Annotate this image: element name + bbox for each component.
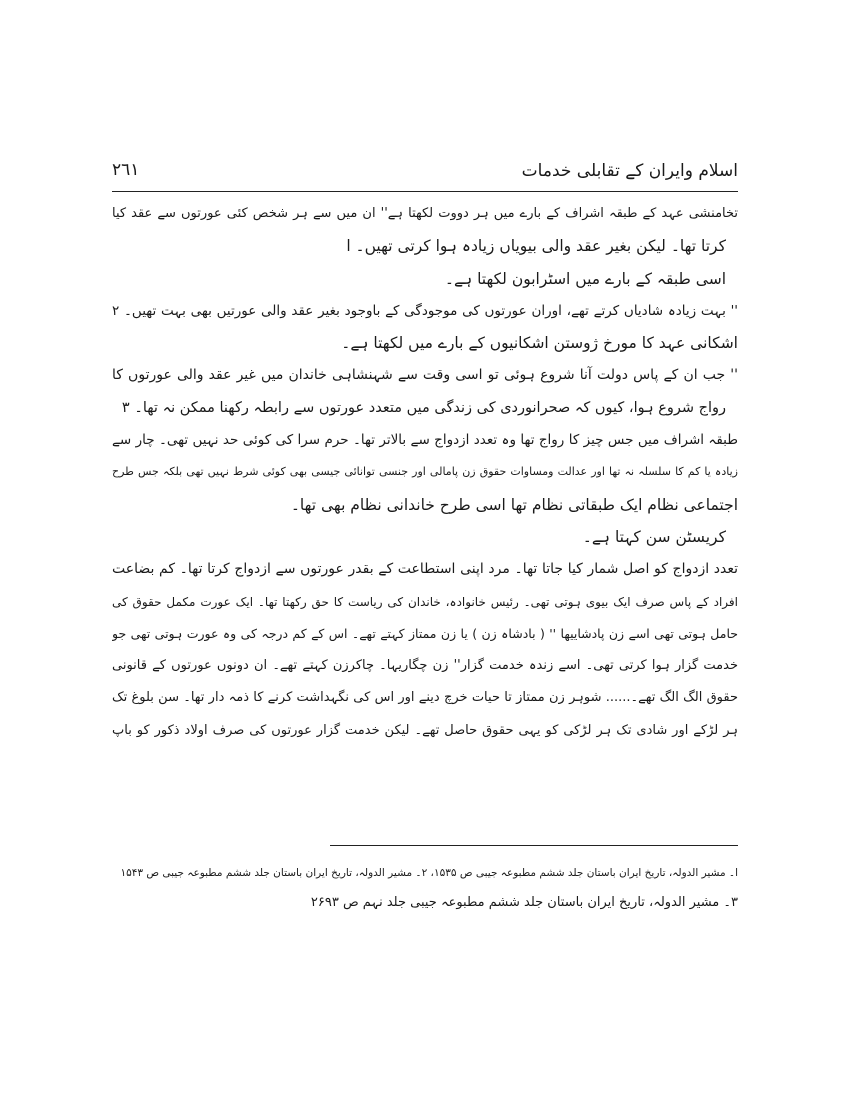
footnote: ا۔ مشیر الدولہ، تاریخ ایران باستان جلد ششم مطبوعہ جیبی ص ۱۵۳۵، ۲۔ مشیر الدولہ، تاریخ ایران باستان جلد ششم مطبوعہ جیبی ص ۱۵۴۳	[120, 867, 738, 879]
page-number: ٢٦١	[112, 160, 140, 180]
footnote-rule	[330, 845, 738, 846]
body-line: تخامنشی عہد کے طبقہ اشراف کے بارے میں ہر دووت لکھتا ہے'' ان میں سے ہر شخص کئی عورتوں سے عقد کیا	[112, 206, 738, 221]
body-line: افراد کے پاس صرف ایک بیوی ہوتی تھی۔ رئیس خانوادہ، خاندان کی ریاست کا حق رکھتا تھا۔ ایک عورت مکمل حقوق کی	[112, 594, 738, 609]
body-line: اسی طبقہ کے بارے میں اسٹرابون لکھتا ہے۔	[444, 269, 726, 288]
body-line: '' بہت زیادہ شادیاں کرتے تھے، اوران عورتوں کی موجودگی کے باوجود بغیر عقد والی عورتیں بھی بہت تھیں۔ ۲	[112, 302, 738, 319]
header-title: اسلام وایران کے تقابلی خدمات	[521, 161, 738, 181]
body-line: خدمت گزار ہوا کرتی تھی۔ اسے زندہ خدمت گزار'' زن چگاریہا۔ چاکرزن کہتے تھے۔ ان دونوں عورتوں کے قانونی	[112, 658, 738, 674]
header-rule	[112, 191, 738, 192]
body-line: رواج شروع ہوا، کیوں کہ صحرانوردی کی زندگی میں متعدد عورتوں سے رابطہ رکھنا ممکن نہ تھا۔ ۳	[121, 399, 726, 416]
footnotes	[112, 858, 738, 918]
body-line: طبقہ اشراف میں جس چیز کا رواج تھا وہ تعدد ازدواج سے بالاتر تھا۔ حرم سرا کی کوئی حد نہیں تھی۔ چار سے	[112, 432, 738, 449]
body-line: کریسٹن سن کہتا ہے۔	[582, 527, 726, 546]
body-line: حامل ہوتی تھی اسے زن پادشاییھا '' ( بادشاہ زن ) یا زن ممتاز کہتے تھے۔ اس کے کم درجہ کی وہ عورت ہوتی تھی جو	[112, 625, 738, 641]
body-line: زیادہ یا کم کا سلسلہ نہ تھا اور عدالت ومساوات حقوق زن پامالی اور جنسی توانائی جیسی بھی کوئی شرط نہیں تھی بلکہ جس طرح	[112, 465, 738, 479]
body-line: اشکانی عہد کا مورخ ژوستن اشکانیوں کے بارے میں لکھتا ہے۔	[341, 334, 738, 353]
body-line: ہر لڑکے اور شادی تک ہر لڑکی کو یہی حقوق حاصل تھے۔ لیکن خدمت گزار عورتوں کی صرف اولاد ذکور کو باپ	[112, 722, 738, 738]
body-line: حقوق الگ الگ تھے۔...... شوہر زن ممتاز تا حیات خرچ دینے اور اس کی نگہداشت کرنے کا ذمہ دار تھا۔ سن بلوغ تک	[112, 690, 738, 706]
body-line: '' جب ان کے پاس دولت آنا شروع ہوئی تو اسی وقت سے شہنشاہی خاندان میں غیر عقد والی عورتوں کا	[112, 367, 738, 384]
running-header	[112, 160, 738, 186]
body-text	[112, 198, 738, 747]
body-line: کرتا تھا۔ لیکن بغیر عقد والی بیویاں زیادہ ہوا کرتی تھیں۔ ا	[346, 237, 726, 256]
body-line: تعدد ازدواج کو اصل شمار کیا جاتا تھا۔ مرد اپنی استطاعت کے بقدر عورتوں سے ازدواج کرتا تھا۔ کم بضاعت	[112, 561, 738, 578]
footnote: ۳۔ مشیر الدولہ، تاریخ ایران باستان جلد ششم مطبوعہ جیبی جلد نہم ص ۲۶۹۳	[310, 895, 738, 910]
body-line: اجتماعی نظام ایک طبقاتی نظام تھا اسی طرح خاندانی نظام بھی تھا۔	[290, 495, 738, 514]
